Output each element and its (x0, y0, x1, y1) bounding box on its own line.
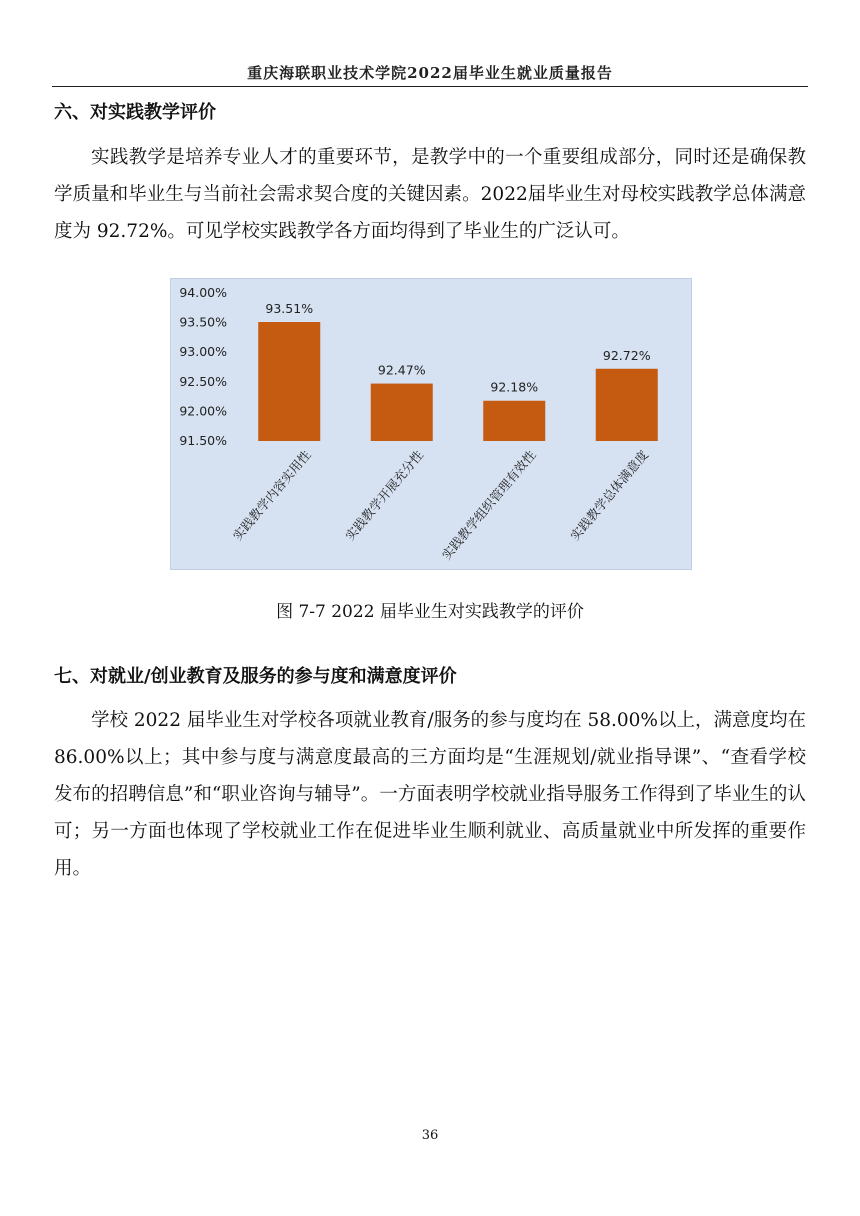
header-rule (52, 86, 808, 87)
y-tick-label: 92.50% (179, 373, 227, 389)
running-header: 重庆海联职业技术学院2022届毕业生就业质量报告 (247, 64, 613, 82)
figure-caption: 图 7-7 2022 届毕业生对实践教学的评价 (276, 602, 584, 622)
category-label: 实践教学开展充分性 (342, 447, 427, 544)
data-label: 92.47% (377, 362, 426, 378)
section-7-paragraph: 学校 2022 届毕业生对学校各项就业教育/服务的参与度均在 58.00%以上，满意度均在 86.00%以上；其中参与度与满意度最高的三方面均是“生涯规划/就业指导课”、“查看学校发布的招聘信息”和“职业咨询与辅导”。一方面表明学校就业指导服务工作得到了毕业生的认可；另一方面也体现了学校就业工作在促进毕业生顺利就业、高质量就业中所发挥的重要作用。 (54, 710, 806, 879)
y-tick-label: 91.50% (179, 433, 227, 448)
section-7-body (54, 702, 806, 887)
bar (371, 384, 433, 441)
category-label: 实践教学总体满意度 (567, 447, 652, 544)
y-tick-label: 93.00% (179, 344, 227, 360)
category-label: 实践教学组织管理有效性 (438, 447, 539, 563)
section-6-heading: 六、对实践教学评价 (54, 102, 216, 123)
y-tick-label: 92.00% (179, 403, 227, 419)
practice-teaching-chart (170, 278, 692, 570)
page-number: 36 (421, 1128, 439, 1143)
y-tick-label: 94.00% (179, 285, 227, 300)
data-label: 92.18% (490, 379, 539, 395)
data-label: 92.72% (602, 347, 651, 363)
bar-chart-svg (171, 279, 691, 569)
section-6-paragraph: 实践教学是培养专业人才的重要环节，是教学中的一个重要组成部分，同时还是确保教学质量和毕业生与当前社会需求契合度的关键因素。2022届毕业生对母校实践教学总体满意度为 92.72%。可见学校实践教学各方面均得到了毕业生的广泛认可。 (54, 147, 806, 242)
section-7-heading: 七、对就业/创业教育及服务的参与度和满意度评价 (54, 666, 457, 687)
bar (483, 401, 545, 441)
section-6-body (54, 139, 806, 250)
category-label: 实践教学内容实用性 (229, 447, 314, 544)
bar (258, 322, 320, 441)
y-tick-label: 93.50% (179, 314, 227, 330)
bar (596, 369, 658, 441)
data-label: 93.51% (265, 301, 314, 317)
